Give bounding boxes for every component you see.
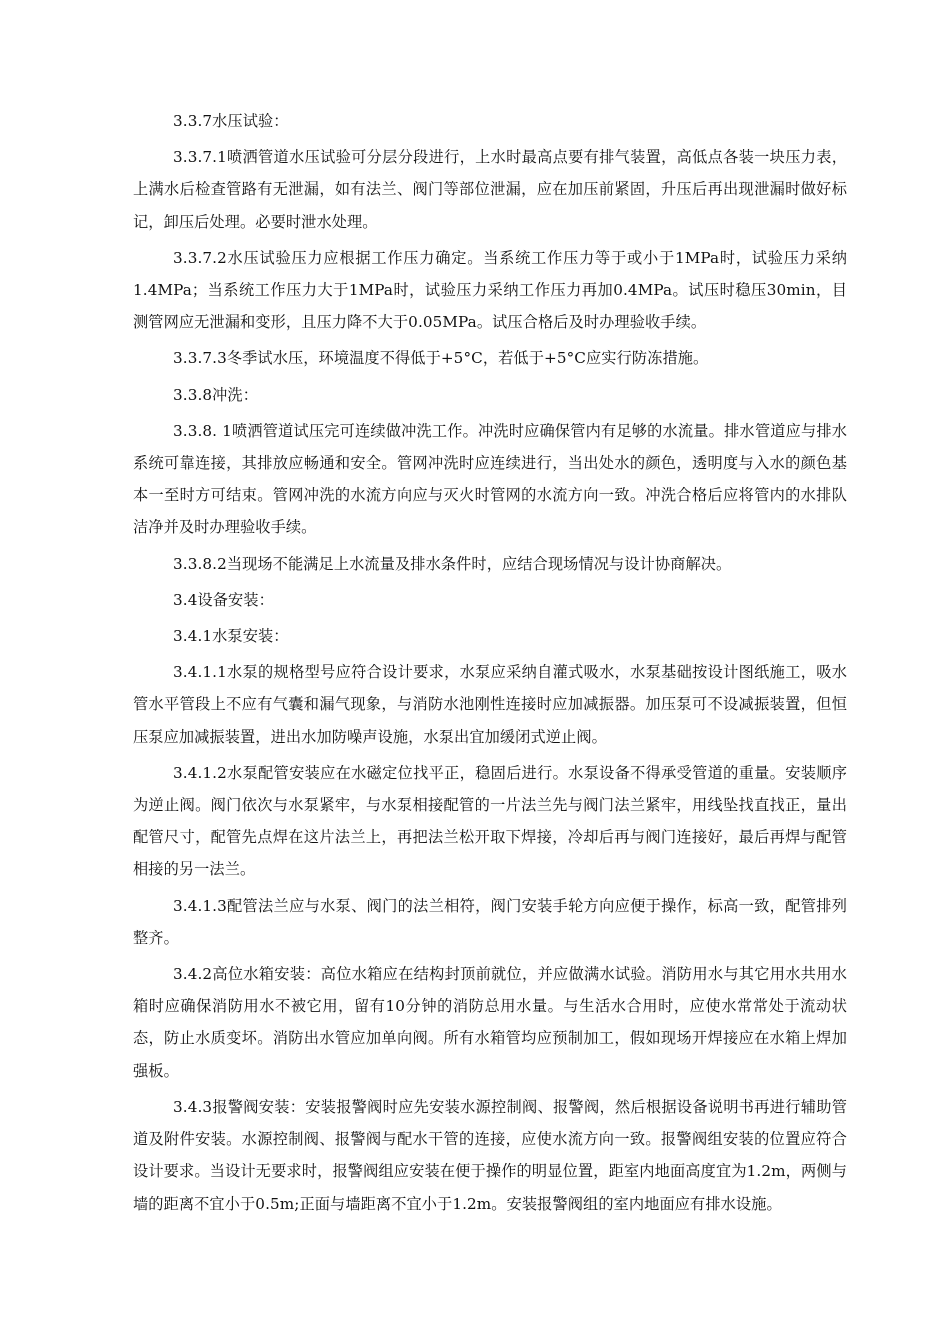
paragraph-3-4-1-1: 3.4.1.1水泵的规格型号应符合设计要求，水泵应采纳自灌式吸水，水泵基础按设计图纸施工，吸水管水平管段上不应有气囊和漏气现象，与消防水池刚性连接时应加减振器。加压泵可不设减振装置，但恒压泵应加减振装置，进出水加防噪声设施，水泵出宜加缓闭式逆止阀。 [133, 663, 847, 746]
paragraph-3-4-2: 3.4.2高位水箱安装：高位水箱应在结构封顶前就位，并应做满水试验。消防用水与其它用水共用水箱时应确保消防用水不被它用，留有10分钟的消防总用水量。与生活水合用时，应使水常常处于流动状态，防止水质变坏。消防出水管应加单向阀。所有水箱管均应预制加工，假如现场开焊接应在水箱上焊加强板。 [133, 965, 847, 1080]
section-heading-3-3-7: 3.3.7水压试验： [173, 112, 289, 130]
paragraph-3-3-7-3: 3.3.7.3冬季试水压，环境温度不得低于+5°C，若低于+5°C应实行防冻措施。 [173, 349, 709, 368]
section-heading-3-3-8: 3.3.8冲洗： [173, 385, 259, 404]
section-heading-3-4: 3.4设备安装： [173, 590, 274, 609]
paragraph-3-4-1-2: 3.4.1.2水泵配管安装应在水磁定位找平正，稳固后进行。水泵设备不得承受管道的重量。安装顺序为逆止阀。阀门依次与水泵紧牢，与水泵相接配管的一片法兰先与阀门法兰紧牢，用线坠找直找正，量出配管尺寸，配管先点焊在这片法兰上，再把法兰松开取下焊接，冷却后再与阀门连接好，最后再焊与配管相接的另一法兰。 [133, 763, 847, 879]
paragraph-3-3-7-1: 3.3.7.1喷洒管道水压试验可分层分段进行，上水时最高点要有排气装置，高低点各装一块压力表，上满水后检查管路有无泄漏，如有法兰、阀门等部位泄漏，应在加压前紧固，升压后再出现泄漏时做好标记，卸压后处理。必要时泄水处理。 [133, 148, 847, 231]
paragraph-3-3-8-2: 3.3.8.2当现场不能满足上水流量及排水条件时，应结合现场情况与设计协商解决。 [173, 554, 732, 573]
paragraph-3-4-3: 3.4.3报警阀安装：安装报警阀时应先安装水源控制阀、报警阀，然后根据设备说明书再进行辅助管道及附件安装。水源控制阀、报警阀与配水干管的连接，应使水流方向一致。报警阀组安装的位置应符合设计要求。当设计无要求时，报警阀组应安装在便于操作的明显位置，距室内地面高度宜为1.2m，两侧与墙的距离不宜小于0.5m;正面与墙距离不宜小于1.2m。安装报警阀组的室内地面应有排水设施。 [133, 1097, 847, 1213]
paragraph-3-3-7-2: 3.3.7.2水压试验压力应根据工作压力确定。当系统工作压力等于或小于1MPa时，试验压力采纳1.4MPa；当系统工作压力大于1MPa时，试验压力采纳工作压力再加0.4MPa。试压时稳压30min，目测管网应无泄漏和变形，且压力降不大于0.05MPa。试压合格后及时办理验收手续。 [133, 248, 847, 332]
section-heading-3-4-1: 3.4.1水泵安装： [173, 627, 289, 646]
paragraph-3-4-1-3: 3.4.1.3配管法兰应与水泵、阀门的法兰相符，阀门安装手轮方向应便于操作，标高一致，配管排列整齐。 [133, 896, 847, 947]
document-body [133, 105, 847, 1224]
paragraph-3-3-8-1: 3.3.8. 1喷洒管道试压完可连续做冲洗工作。冲洗时应确保管内有足够的水流量。排水管道应与排水系统可靠连接，其排放应畅通和安全。管网冲洗时应连续进行，当出处水的颜色，透明度与入水的颜色基本一至时方可结束。管网冲洗的水流方向应与灭火时管网的水流方向一致。冲洗合格后应将管内的水排队洁净并及时办理验收手续。 [133, 421, 847, 537]
